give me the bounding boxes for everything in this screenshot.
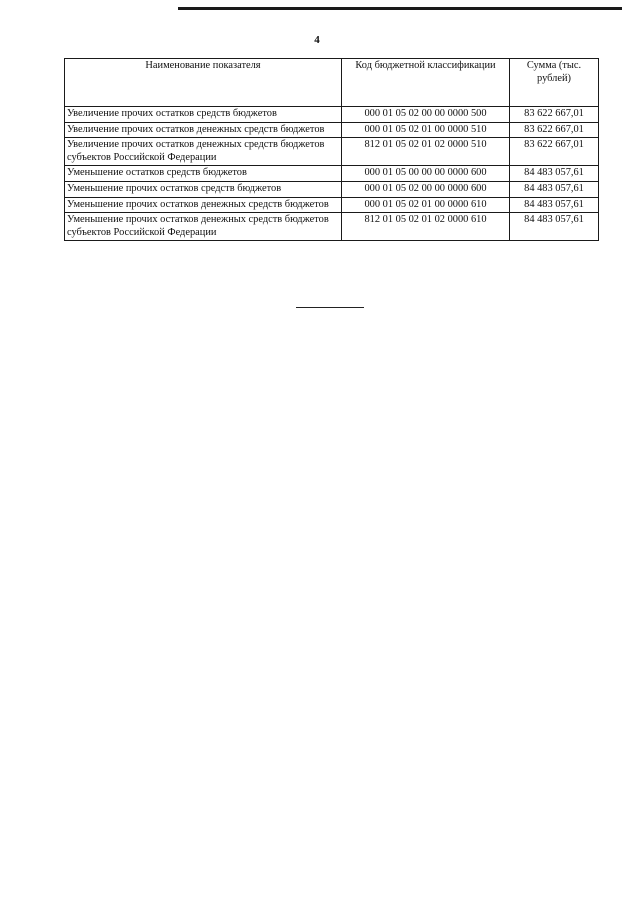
row-indicator-name: Увеличение прочих остатков средств бюджетов: [65, 107, 342, 123]
header-indicator-name: Наименование показателя: [65, 59, 342, 107]
table-row: [65, 213, 599, 241]
row-budget-code: 000 01 05 00 00 00 0000 600: [342, 166, 510, 182]
row-amount: 83 622 667,01: [510, 107, 599, 123]
top-rule: [178, 7, 622, 10]
row-budget-code: 812 01 05 02 01 02 0000 510: [342, 138, 510, 166]
row-amount: 84 483 057,61: [510, 197, 599, 213]
row-indicator-name: Уменьшение прочих остатков денежных средств бюджетов субъектов Российской Федерации: [65, 213, 342, 241]
row-amount: 84 483 057,61: [510, 213, 599, 241]
table-row: [65, 107, 599, 123]
row-amount: 83 622 667,01: [510, 122, 599, 138]
row-indicator-name: Уменьшение прочих остатков денежных средств бюджетов: [65, 197, 342, 213]
table-row: [65, 166, 599, 182]
budget-sources-table: [64, 58, 599, 241]
row-budget-code: 812 01 05 02 01 02 0000 610: [342, 213, 510, 241]
table-header-row: [65, 59, 599, 107]
row-amount: 84 483 057,61: [510, 166, 599, 182]
row-amount: 83 622 667,01: [510, 138, 599, 166]
row-budget-code: 000 01 05 02 00 00 0000 500: [342, 107, 510, 123]
row-amount: 84 483 057,61: [510, 181, 599, 197]
row-indicator-name: Увеличение прочих остатков денежных средств бюджетов: [65, 122, 342, 138]
header-amount: Сумма (тыс. рублей): [510, 59, 599, 107]
row-indicator-name: Уменьшение прочих остатков средств бюджетов: [65, 181, 342, 197]
table-row: [65, 181, 599, 197]
header-budget-code: Код бюджетной классификации: [342, 59, 510, 107]
page-number: 4: [314, 34, 320, 46]
row-budget-code: 000 01 05 02 00 00 0000 600: [342, 181, 510, 197]
table-row: [65, 138, 599, 166]
row-budget-code: 000 01 05 02 01 00 0000 610: [342, 197, 510, 213]
row-indicator-name: Уменьшение остатков средств бюджетов: [65, 166, 342, 182]
row-budget-code: 000 01 05 02 01 00 0000 510: [342, 122, 510, 138]
table-row: [65, 197, 599, 213]
row-indicator-name: Увеличение прочих остатков денежных средств бюджетов субъектов Российской Федерации: [65, 138, 342, 166]
table-row: [65, 122, 599, 138]
end-separator-line: [296, 307, 364, 308]
